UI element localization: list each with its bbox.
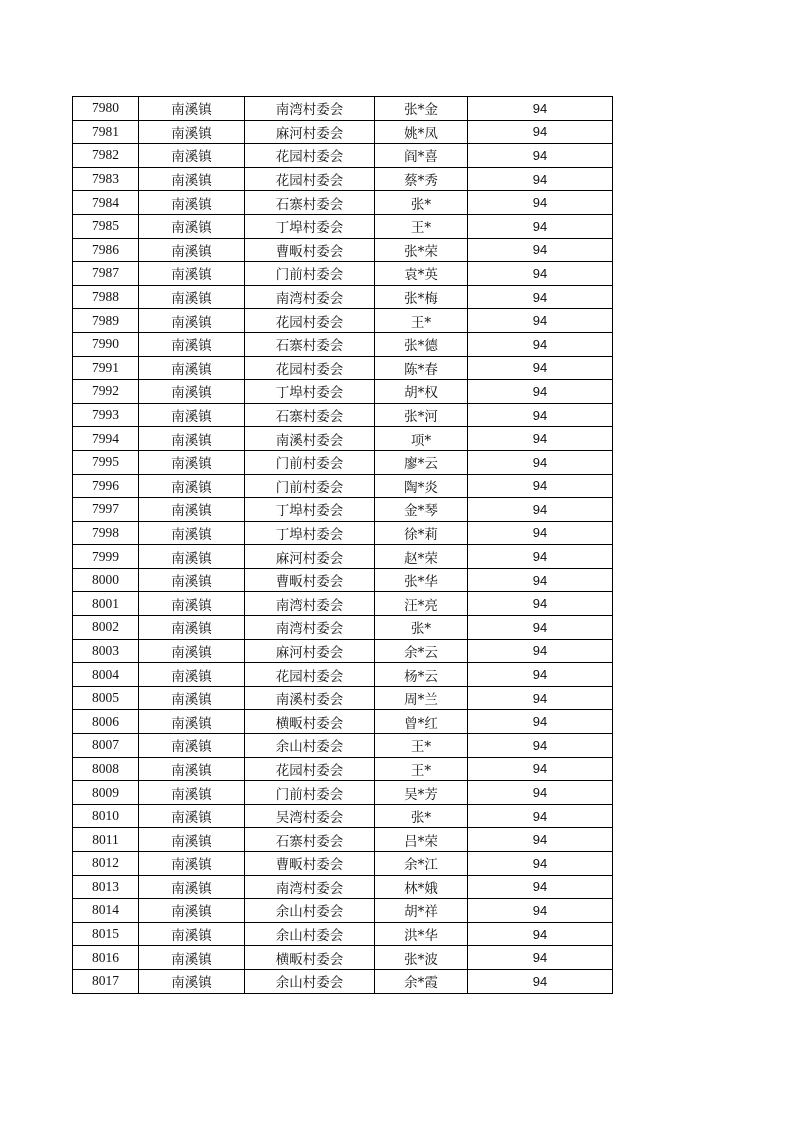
cell-village-committee: 南湾村委会 [245, 875, 375, 899]
cell-town: 南溪镇 [139, 120, 245, 144]
cell-serial-number: 8012 [73, 852, 139, 876]
cell-person-name: 张*德 [375, 332, 468, 356]
cell-value: 94 [468, 757, 613, 781]
table-row [73, 899, 613, 923]
cell-value: 94 [468, 922, 613, 946]
cell-value: 94 [468, 616, 613, 640]
cell-village-committee: 门前村委会 [245, 474, 375, 498]
cell-town: 南溪镇 [139, 852, 245, 876]
cell-serial-number: 7997 [73, 498, 139, 522]
cell-village-committee: 麻河村委会 [245, 120, 375, 144]
cell-value: 94 [468, 734, 613, 758]
cell-person-name: 姚*凤 [375, 120, 468, 144]
cell-person-name: 蔡*秀 [375, 167, 468, 191]
cell-value: 94 [468, 875, 613, 899]
table-row [73, 309, 613, 333]
cell-village-committee: 花园村委会 [245, 309, 375, 333]
cell-value: 94 [468, 781, 613, 805]
cell-town: 南溪镇 [139, 875, 245, 899]
table-row [73, 403, 613, 427]
cell-value: 94 [468, 969, 613, 993]
cell-village-committee: 南湾村委会 [245, 285, 375, 309]
cell-town: 南溪镇 [139, 498, 245, 522]
cell-town: 南溪镇 [139, 710, 245, 734]
cell-town: 南溪镇 [139, 592, 245, 616]
cell-town: 南溪镇 [139, 356, 245, 380]
cell-village-committee: 麻河村委会 [245, 545, 375, 569]
cell-value: 94 [468, 191, 613, 215]
cell-serial-number: 7983 [73, 167, 139, 191]
cell-town: 南溪镇 [139, 191, 245, 215]
table-row [73, 734, 613, 758]
cell-person-name: 林*娥 [375, 875, 468, 899]
table-row [73, 120, 613, 144]
cell-person-name: 张* [375, 616, 468, 640]
cell-serial-number: 7982 [73, 144, 139, 168]
cell-town: 南溪镇 [139, 946, 245, 970]
table-row [73, 616, 613, 640]
cell-person-name: 廖*云 [375, 450, 468, 474]
table-row [73, 781, 613, 805]
cell-value: 94 [468, 545, 613, 569]
cell-serial-number: 7996 [73, 474, 139, 498]
cell-person-name: 袁*英 [375, 262, 468, 286]
cell-person-name: 吴*芳 [375, 781, 468, 805]
table-row [73, 380, 613, 404]
cell-value: 94 [468, 521, 613, 545]
cell-town: 南溪镇 [139, 380, 245, 404]
table-row [73, 663, 613, 687]
table-row [73, 474, 613, 498]
roster-table-body [73, 97, 613, 994]
table-row [73, 545, 613, 569]
cell-town: 南溪镇 [139, 214, 245, 238]
cell-village-committee: 丁埠村委会 [245, 521, 375, 545]
cell-village-committee: 花园村委会 [245, 757, 375, 781]
cell-serial-number: 8003 [73, 639, 139, 663]
table-row [73, 828, 613, 852]
cell-person-name: 曾*红 [375, 710, 468, 734]
cell-town: 南溪镇 [139, 781, 245, 805]
cell-person-name: 陶*炎 [375, 474, 468, 498]
cell-person-name: 王* [375, 214, 468, 238]
cell-town: 南溪镇 [139, 969, 245, 993]
cell-value: 94 [468, 309, 613, 333]
cell-village-committee: 曹畈村委会 [245, 238, 375, 262]
cell-serial-number: 7987 [73, 262, 139, 286]
cell-value: 94 [468, 663, 613, 687]
table-row [73, 332, 613, 356]
cell-village-committee: 余山村委会 [245, 899, 375, 923]
cell-village-committee: 门前村委会 [245, 450, 375, 474]
cell-town: 南溪镇 [139, 450, 245, 474]
cell-person-name: 张* [375, 804, 468, 828]
cell-town: 南溪镇 [139, 167, 245, 191]
table-row [73, 262, 613, 286]
cell-serial-number: 7986 [73, 238, 139, 262]
cell-town: 南溪镇 [139, 639, 245, 663]
cell-value: 94 [468, 285, 613, 309]
cell-village-committee: 石寨村委会 [245, 403, 375, 427]
cell-person-name: 余*江 [375, 852, 468, 876]
table-row [73, 521, 613, 545]
cell-serial-number: 8011 [73, 828, 139, 852]
table-row [73, 191, 613, 215]
cell-village-committee: 花园村委会 [245, 663, 375, 687]
table-row [73, 804, 613, 828]
cell-person-name: 杨*云 [375, 663, 468, 687]
cell-value: 94 [468, 167, 613, 191]
cell-serial-number: 8006 [73, 710, 139, 734]
table-row [73, 946, 613, 970]
table-row [73, 568, 613, 592]
cell-value: 94 [468, 144, 613, 168]
cell-value: 94 [468, 498, 613, 522]
table-row [73, 427, 613, 451]
table-row [73, 710, 613, 734]
cell-town: 南溪镇 [139, 899, 245, 923]
cell-person-name: 张*梅 [375, 285, 468, 309]
cell-village-committee: 曹畈村委会 [245, 852, 375, 876]
table-row [73, 285, 613, 309]
table-row [73, 498, 613, 522]
cell-value: 94 [468, 804, 613, 828]
cell-person-name: 张*华 [375, 568, 468, 592]
cell-person-name: 余*云 [375, 639, 468, 663]
cell-village-committee: 南湾村委会 [245, 616, 375, 640]
cell-person-name: 余*霞 [375, 969, 468, 993]
cell-serial-number: 8013 [73, 875, 139, 899]
cell-town: 南溪镇 [139, 332, 245, 356]
cell-town: 南溪镇 [139, 521, 245, 545]
table-row [73, 922, 613, 946]
cell-town: 南溪镇 [139, 804, 245, 828]
cell-value: 94 [468, 568, 613, 592]
cell-village-committee: 石寨村委会 [245, 828, 375, 852]
cell-town: 南溪镇 [139, 828, 245, 852]
cell-serial-number: 7989 [73, 309, 139, 333]
cell-person-name: 张*金 [375, 97, 468, 121]
table-row [73, 852, 613, 876]
cell-village-committee: 横畈村委会 [245, 710, 375, 734]
table-row [73, 167, 613, 191]
cell-village-committee: 吴湾村委会 [245, 804, 375, 828]
cell-serial-number: 8009 [73, 781, 139, 805]
cell-person-name: 周*兰 [375, 686, 468, 710]
cell-village-committee: 花园村委会 [245, 356, 375, 380]
cell-value: 94 [468, 403, 613, 427]
cell-town: 南溪镇 [139, 285, 245, 309]
cell-town: 南溪镇 [139, 97, 245, 121]
cell-serial-number: 8002 [73, 616, 139, 640]
cell-value: 94 [468, 686, 613, 710]
cell-value: 94 [468, 120, 613, 144]
cell-village-committee: 曹畈村委会 [245, 568, 375, 592]
cell-value: 94 [468, 474, 613, 498]
table-row [73, 686, 613, 710]
cell-village-committee: 丁埠村委会 [245, 214, 375, 238]
table-row [73, 238, 613, 262]
cell-person-name: 阎*喜 [375, 144, 468, 168]
table-row [73, 214, 613, 238]
cell-value: 94 [468, 380, 613, 404]
cell-value: 94 [468, 946, 613, 970]
cell-town: 南溪镇 [139, 238, 245, 262]
cell-value: 94 [468, 828, 613, 852]
cell-person-name: 胡*祥 [375, 899, 468, 923]
cell-village-committee: 横畈村委会 [245, 946, 375, 970]
cell-serial-number: 7981 [73, 120, 139, 144]
cell-village-committee: 石寨村委会 [245, 332, 375, 356]
cell-value: 94 [468, 710, 613, 734]
cell-value: 94 [468, 450, 613, 474]
cell-town: 南溪镇 [139, 686, 245, 710]
cell-person-name: 张* [375, 191, 468, 215]
cell-village-committee: 南溪村委会 [245, 686, 375, 710]
cell-town: 南溪镇 [139, 734, 245, 758]
cell-person-name: 金*琴 [375, 498, 468, 522]
cell-person-name: 张*河 [375, 403, 468, 427]
table-row [73, 969, 613, 993]
cell-value: 94 [468, 214, 613, 238]
table-row [73, 757, 613, 781]
cell-town: 南溪镇 [139, 663, 245, 687]
cell-person-name: 汪*亮 [375, 592, 468, 616]
cell-village-committee: 南溪村委会 [245, 427, 375, 451]
cell-village-committee: 丁埠村委会 [245, 380, 375, 404]
cell-serial-number: 8015 [73, 922, 139, 946]
cell-value: 94 [468, 592, 613, 616]
cell-person-name: 王* [375, 734, 468, 758]
table-row [73, 97, 613, 121]
cell-village-committee: 余山村委会 [245, 922, 375, 946]
cell-serial-number: 8000 [73, 568, 139, 592]
cell-village-committee: 南湾村委会 [245, 97, 375, 121]
cell-person-name: 赵*荣 [375, 545, 468, 569]
table-row [73, 875, 613, 899]
cell-value: 94 [468, 97, 613, 121]
cell-serial-number: 7984 [73, 191, 139, 215]
cell-serial-number: 8014 [73, 899, 139, 923]
cell-serial-number: 7994 [73, 427, 139, 451]
cell-town: 南溪镇 [139, 309, 245, 333]
cell-value: 94 [468, 262, 613, 286]
cell-village-committee: 花园村委会 [245, 144, 375, 168]
cell-serial-number: 8005 [73, 686, 139, 710]
cell-person-name: 张*荣 [375, 238, 468, 262]
cell-serial-number: 8004 [73, 663, 139, 687]
cell-person-name: 胡*权 [375, 380, 468, 404]
table-row [73, 144, 613, 168]
cell-serial-number: 8010 [73, 804, 139, 828]
table-row [73, 639, 613, 663]
cell-town: 南溪镇 [139, 757, 245, 781]
cell-value: 94 [468, 899, 613, 923]
cell-person-name: 洪*华 [375, 922, 468, 946]
table-row [73, 356, 613, 380]
cell-village-committee: 门前村委会 [245, 781, 375, 805]
cell-village-committee: 丁埠村委会 [245, 498, 375, 522]
cell-serial-number: 7988 [73, 285, 139, 309]
cell-serial-number: 8017 [73, 969, 139, 993]
cell-person-name: 王* [375, 309, 468, 333]
cell-value: 94 [468, 639, 613, 663]
cell-person-name: 徐*莉 [375, 521, 468, 545]
cell-village-committee: 石寨村委会 [245, 191, 375, 215]
cell-town: 南溪镇 [139, 545, 245, 569]
cell-village-committee: 余山村委会 [245, 969, 375, 993]
cell-village-committee: 余山村委会 [245, 734, 375, 758]
cell-village-committee: 门前村委会 [245, 262, 375, 286]
cell-town: 南溪镇 [139, 427, 245, 451]
cell-value: 94 [468, 427, 613, 451]
cell-town: 南溪镇 [139, 144, 245, 168]
cell-serial-number: 7995 [73, 450, 139, 474]
cell-town: 南溪镇 [139, 616, 245, 640]
table-row [73, 592, 613, 616]
cell-value: 94 [468, 356, 613, 380]
cell-serial-number: 7980 [73, 97, 139, 121]
cell-serial-number: 7991 [73, 356, 139, 380]
cell-value: 94 [468, 238, 613, 262]
table-row [73, 450, 613, 474]
cell-serial-number: 7999 [73, 545, 139, 569]
cell-person-name: 张*波 [375, 946, 468, 970]
cell-serial-number: 7998 [73, 521, 139, 545]
cell-serial-number: 8007 [73, 734, 139, 758]
cell-town: 南溪镇 [139, 568, 245, 592]
cell-town: 南溪镇 [139, 262, 245, 286]
cell-serial-number: 7993 [73, 403, 139, 427]
cell-serial-number: 7990 [73, 332, 139, 356]
cell-town: 南溪镇 [139, 474, 245, 498]
cell-serial-number: 8001 [73, 592, 139, 616]
cell-serial-number: 8016 [73, 946, 139, 970]
cell-village-committee: 花园村委会 [245, 167, 375, 191]
cell-person-name: 项* [375, 427, 468, 451]
cell-town: 南溪镇 [139, 403, 245, 427]
cell-town: 南溪镇 [139, 922, 245, 946]
cell-serial-number: 7985 [73, 214, 139, 238]
cell-person-name: 陈*春 [375, 356, 468, 380]
roster-table [72, 96, 613, 994]
cell-village-committee: 麻河村委会 [245, 639, 375, 663]
cell-serial-number: 8008 [73, 757, 139, 781]
cell-value: 94 [468, 332, 613, 356]
cell-person-name: 吕*荣 [375, 828, 468, 852]
cell-person-name: 王* [375, 757, 468, 781]
cell-village-committee: 南湾村委会 [245, 592, 375, 616]
cell-value: 94 [468, 852, 613, 876]
cell-serial-number: 7992 [73, 380, 139, 404]
